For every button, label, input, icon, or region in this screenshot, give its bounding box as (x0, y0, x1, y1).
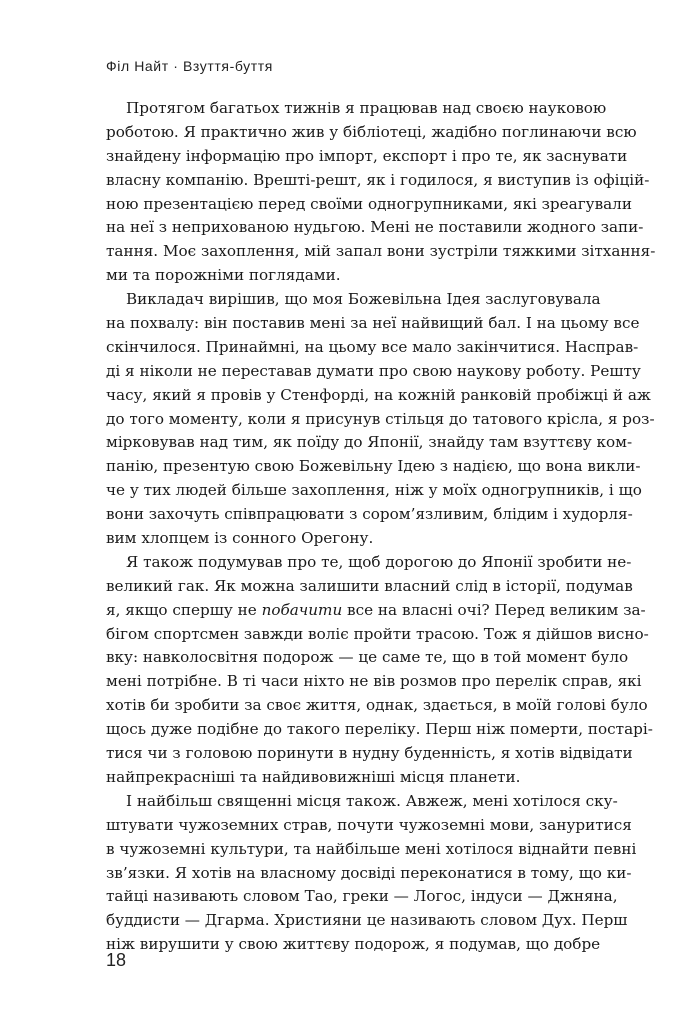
text-line: ніж вирушити у свою життєву подорож, я подумав, що добре (106, 935, 601, 954)
text-line: ді я ніколи не переставав думати про свою наукову роботу. Решту (106, 361, 641, 380)
text-line: часу, який я провів у Стенфорді, на кожній ранковій пробіжці й аж (106, 385, 651, 404)
text-line: власну компанію. Врешті-решт, як і годилося, я виступив із офіцій- (106, 170, 650, 189)
text-line: І найбільш священні місця також. Авжеж, мені хотілося ску- (126, 791, 618, 810)
text-line: найпрекрасніші та найдивовижніші місця планети. (106, 767, 521, 786)
text-line: знайдену інформацію про імпорт, експорт і про те, як заснувати (106, 146, 628, 165)
text-line: на похвалу: він поставив мені за неї найвищий бал. І на цьому все (106, 314, 640, 333)
text-line: до того моменту, коли я присунув стільця до татового крісла, я роз- (106, 409, 655, 428)
text-line: буддисти — Дгарма. Християни це називають словом Дух. Перш (106, 911, 628, 930)
text-line: хотів би зробити за своє життя, однак, здається, в моїй голові було (106, 696, 648, 715)
text-line: тання. Моє захоплення, мій запал вони зустріли тяжкими зітхання- (106, 242, 656, 261)
text-line: на неї з неприхованою нудьгою. Мені не поставили жодного запи- (106, 218, 644, 237)
text-line: че у тих людей більше захоплення, ніж у моїх одногрупників, і що (106, 481, 642, 500)
text-line: вони захочуть співпрацювати з сором’язливим, блідим і худорля- (106, 505, 633, 524)
text-line: роботою. Я практично жив у бібліотеці, жадібно поглинаючи всю (106, 122, 637, 141)
text-line: Я також подумував про те, щоб дорогою до Японії зробити не- (126, 552, 632, 571)
running-header: Філ Найт · Взуття-буття (106, 58, 273, 74)
text-line: вку: навколосвітня подорож — це саме те, що в той момент було (106, 648, 629, 667)
text-line: ною презентацією перед своїми одногрупниками, які зреагували (106, 194, 632, 213)
text-fragment: я, якщо спершу не (106, 600, 262, 619)
text-line: ми та порожніми поглядами. (106, 266, 341, 285)
text-line: мірковував над тим, як поїду до Японії, знайду там взуттєву ком- (106, 433, 633, 452)
text-line: великий гак. Як можна залишити власний слід в історії, подумав (106, 576, 633, 595)
text-line: мені потрібне. В ті часи ніхто не вів розмов про перелік справ, які (106, 672, 642, 691)
text-line (106, 599, 646, 623)
text-line: бігом спортсмен завжди воліє пройти трасою. Тож я дійшов висно- (106, 624, 649, 643)
text-fragment: все на власні очі? Перед великим за- (342, 600, 646, 619)
text-line: тися чи з головою поринути в нудну буденність, я хотів відвідати (106, 744, 633, 763)
text-line: Протягом багатьох тижнів я працював над своєю науковою (126, 99, 607, 117)
text-line: зв’язки. Я хотів на власному досвіді переконатися в тому, що ки- (106, 863, 632, 882)
text-line: в чужоземні культури, та найбільше мені хотілося віднайти певні (106, 839, 637, 858)
page-number: 18 (106, 950, 127, 970)
text-line: щось дуже подібне до такого переліку. Перш ніж померти, постарі- (106, 720, 653, 739)
text-line: скінчилося. Принаймні, на цьому все мало закінчитися. Насправ- (106, 337, 639, 356)
text-line: панію, презентую свою Божевільну Ідею з надією, що вона викли- (106, 457, 641, 476)
emphasized-word: побачити (261, 600, 343, 619)
text-line: Викладач вирішив, що моя Божевільна Ідея заслуговувала (126, 290, 601, 309)
text-line: штувати чужоземних страв, почути чужоземні мови, зануритися (106, 815, 632, 834)
text-line: тайці називають словом Тао, греки — Логос, індуси — Джняна, (106, 887, 618, 906)
text-line: вим хлопцем із сонного Орегону. (106, 529, 374, 548)
body-text (106, 97, 656, 957)
